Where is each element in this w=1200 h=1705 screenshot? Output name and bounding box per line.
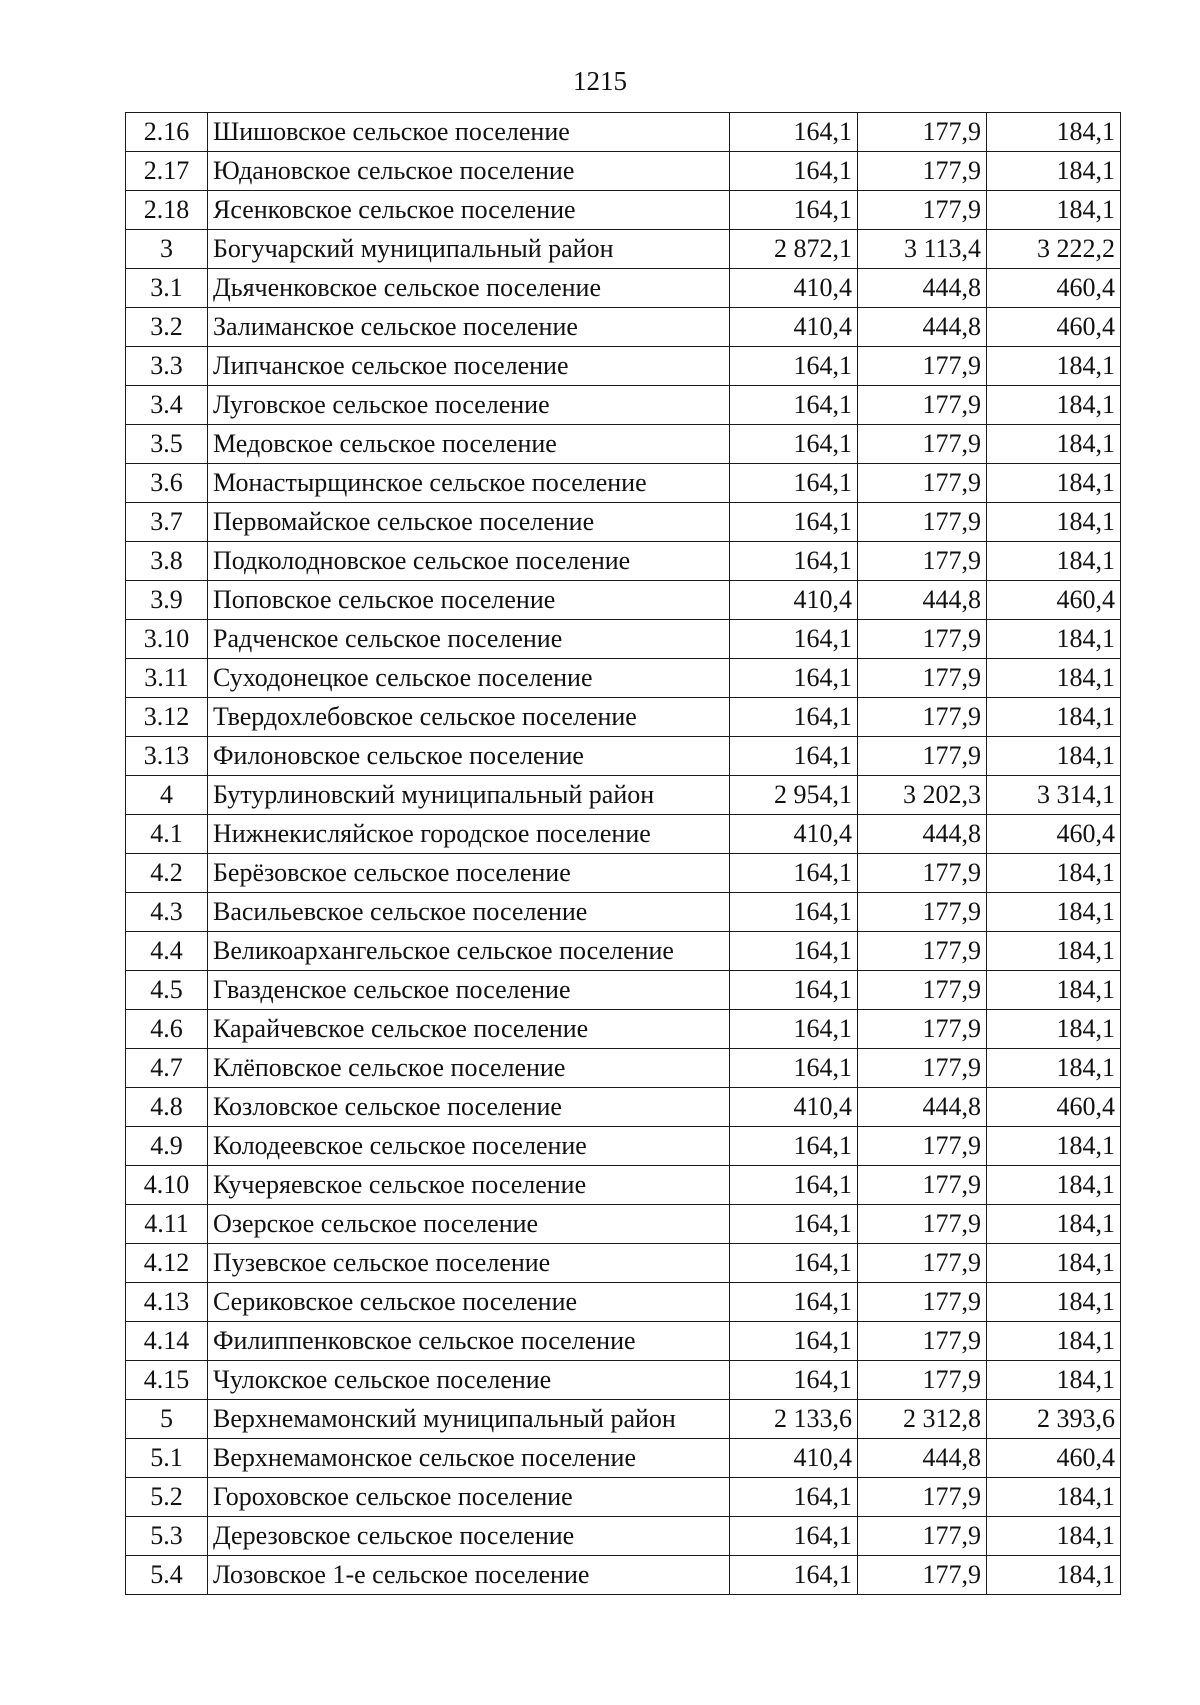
value-1-cell: 164,1 — [730, 932, 858, 971]
row-number-cell: 3.7 — [126, 503, 208, 542]
row-number-cell: 5.2 — [126, 1478, 208, 1517]
value-2-cell: 177,9 — [858, 1322, 987, 1361]
value-1-cell: 164,1 — [730, 425, 858, 464]
value-3-cell: 460,4 — [987, 1439, 1121, 1478]
value-3-cell: 184,1 — [987, 386, 1121, 425]
table-row — [126, 815, 1121, 854]
table-row — [126, 347, 1121, 386]
value-1-cell: 164,1 — [730, 1049, 858, 1088]
table-row — [126, 1127, 1121, 1166]
value-3-cell: 184,1 — [987, 542, 1121, 581]
row-number-cell: 3.1 — [126, 269, 208, 308]
value-2-cell: 177,9 — [858, 1478, 987, 1517]
table-row — [126, 425, 1121, 464]
value-1-cell: 164,1 — [730, 152, 858, 191]
municipality-name-cell: Великоархангельское сельское поселение — [208, 932, 730, 971]
value-3-cell: 184,1 — [987, 893, 1121, 932]
value-1-cell: 164,1 — [730, 1322, 858, 1361]
value-3-cell: 3 222,2 — [987, 230, 1121, 269]
value-3-cell: 184,1 — [987, 1049, 1121, 1088]
value-3-cell: 184,1 — [987, 464, 1121, 503]
value-2-cell: 177,9 — [858, 698, 987, 737]
table-row — [126, 542, 1121, 581]
value-1-cell: 164,1 — [730, 659, 858, 698]
value-3-cell: 184,1 — [987, 1205, 1121, 1244]
value-3-cell: 460,4 — [987, 1088, 1121, 1127]
value-2-cell: 177,9 — [858, 620, 987, 659]
value-3-cell: 184,1 — [987, 1166, 1121, 1205]
municipality-name-cell: Бутурлиновский муниципальный район — [208, 776, 730, 815]
value-3-cell: 184,1 — [987, 1127, 1121, 1166]
municipality-name-cell: Твердохлебовское сельское поселение — [208, 698, 730, 737]
municipality-name-cell: Карайчевское сельское поселение — [208, 1010, 730, 1049]
data-table — [125, 112, 1121, 1595]
municipality-name-cell: Лозовское 1-е сельское поселение — [208, 1556, 730, 1595]
value-1-cell: 164,1 — [730, 503, 858, 542]
row-number-cell: 4.11 — [126, 1205, 208, 1244]
table-row — [126, 659, 1121, 698]
table-row — [126, 971, 1121, 1010]
municipality-name-cell: Богучарский муниципальный район — [208, 230, 730, 269]
value-1-cell: 164,1 — [730, 464, 858, 503]
value-2-cell: 177,9 — [858, 113, 987, 152]
row-number-cell: 2.16 — [126, 113, 208, 152]
value-2-cell: 2 312,8 — [858, 1400, 987, 1439]
value-2-cell: 177,9 — [858, 1166, 987, 1205]
municipality-name-cell: Сериковское сельское поселение — [208, 1283, 730, 1322]
value-1-cell: 164,1 — [730, 1478, 858, 1517]
value-2-cell: 177,9 — [858, 737, 987, 776]
row-number-cell: 3.5 — [126, 425, 208, 464]
row-number-cell: 3.13 — [126, 737, 208, 776]
table-row — [126, 1361, 1121, 1400]
value-2-cell: 177,9 — [858, 464, 987, 503]
value-2-cell: 177,9 — [858, 542, 987, 581]
table-row — [126, 1049, 1121, 1088]
municipality-name-cell: Козловское сельское поселение — [208, 1088, 730, 1127]
value-3-cell: 3 314,1 — [987, 776, 1121, 815]
row-number-cell: 4.8 — [126, 1088, 208, 1127]
value-1-cell: 164,1 — [730, 113, 858, 152]
value-2-cell: 177,9 — [858, 503, 987, 542]
value-1-cell: 164,1 — [730, 1361, 858, 1400]
municipality-name-cell: Пузевское сельское поселение — [208, 1244, 730, 1283]
table-row — [126, 620, 1121, 659]
page-number: 1215 — [573, 66, 627, 96]
row-number-cell: 5.3 — [126, 1517, 208, 1556]
value-3-cell: 184,1 — [987, 1556, 1121, 1595]
row-number-cell: 4.7 — [126, 1049, 208, 1088]
value-1-cell: 164,1 — [730, 1556, 858, 1595]
municipality-name-cell: Чулокское сельское поселение — [208, 1361, 730, 1400]
value-1-cell: 164,1 — [730, 854, 858, 893]
value-2-cell: 177,9 — [858, 347, 987, 386]
municipality-name-cell: Гороховское сельское поселение — [208, 1478, 730, 1517]
value-1-cell: 164,1 — [730, 1127, 858, 1166]
value-2-cell: 177,9 — [858, 425, 987, 464]
table-row — [126, 386, 1121, 425]
value-2-cell: 177,9 — [858, 1127, 987, 1166]
value-3-cell: 184,1 — [987, 113, 1121, 152]
row-number-cell: 4.9 — [126, 1127, 208, 1166]
table-row — [126, 1322, 1121, 1361]
row-number-cell: 3.9 — [126, 581, 208, 620]
value-3-cell: 184,1 — [987, 620, 1121, 659]
table-body — [126, 113, 1121, 1595]
value-3-cell: 184,1 — [987, 347, 1121, 386]
table-row — [126, 1166, 1121, 1205]
value-3-cell: 184,1 — [987, 1517, 1121, 1556]
row-number-cell: 5.4 — [126, 1556, 208, 1595]
value-2-cell: 444,8 — [858, 1439, 987, 1478]
value-3-cell: 184,1 — [987, 932, 1121, 971]
table-row — [126, 737, 1121, 776]
value-1-cell: 164,1 — [730, 893, 858, 932]
municipality-name-cell: Клёповское сельское поселение — [208, 1049, 730, 1088]
table-row — [126, 230, 1121, 269]
value-2-cell: 177,9 — [858, 1517, 987, 1556]
value-2-cell: 444,8 — [858, 308, 987, 347]
table-row — [126, 1517, 1121, 1556]
row-number-cell: 3.8 — [126, 542, 208, 581]
municipality-name-cell: Ясенковское сельское поселение — [208, 191, 730, 230]
row-number-cell: 3.4 — [126, 386, 208, 425]
value-3-cell: 460,4 — [987, 815, 1121, 854]
row-number-cell: 4.13 — [126, 1283, 208, 1322]
value-1-cell: 410,4 — [730, 1088, 858, 1127]
row-number-cell: 4.3 — [126, 893, 208, 932]
row-number-cell: 3 — [126, 230, 208, 269]
municipality-name-cell: Суходонецкое сельское поселение — [208, 659, 730, 698]
table-row — [126, 464, 1121, 503]
municipality-name-cell: Верхнемамонское сельское поселение — [208, 1439, 730, 1478]
table-row — [126, 1205, 1121, 1244]
municipality-name-cell: Верхнемамонский муниципальный район — [208, 1400, 730, 1439]
table-row — [126, 1283, 1121, 1322]
municipality-name-cell: Медовское сельское поселение — [208, 425, 730, 464]
table-row — [126, 191, 1121, 230]
table-row — [126, 893, 1121, 932]
value-1-cell: 164,1 — [730, 542, 858, 581]
table-row — [126, 1088, 1121, 1127]
value-2-cell: 3 113,4 — [858, 230, 987, 269]
value-1-cell: 164,1 — [730, 1517, 858, 1556]
row-number-cell: 3.10 — [126, 620, 208, 659]
row-number-cell: 4.1 — [126, 815, 208, 854]
value-1-cell: 164,1 — [730, 1205, 858, 1244]
value-1-cell: 164,1 — [730, 737, 858, 776]
municipality-name-cell: Первомайское сельское поселение — [208, 503, 730, 542]
value-3-cell: 184,1 — [987, 152, 1121, 191]
value-1-cell: 164,1 — [730, 386, 858, 425]
value-3-cell: 184,1 — [987, 503, 1121, 542]
value-2-cell: 3 202,3 — [858, 776, 987, 815]
value-2-cell: 177,9 — [858, 386, 987, 425]
municipality-name-cell: Нижнекисляйское городское поселение — [208, 815, 730, 854]
value-3-cell: 184,1 — [987, 971, 1121, 1010]
table-row — [126, 932, 1121, 971]
value-1-cell: 164,1 — [730, 971, 858, 1010]
table-row — [126, 854, 1121, 893]
value-2-cell: 444,8 — [858, 1088, 987, 1127]
municipality-name-cell: Луговское сельское поселение — [208, 386, 730, 425]
value-1-cell: 164,1 — [730, 191, 858, 230]
value-3-cell: 184,1 — [987, 737, 1121, 776]
table-row — [126, 776, 1121, 815]
value-1-cell: 2 133,6 — [730, 1400, 858, 1439]
municipality-name-cell: Липчанское сельское поселение — [208, 347, 730, 386]
value-3-cell: 184,1 — [987, 1283, 1121, 1322]
row-number-cell: 5 — [126, 1400, 208, 1439]
value-3-cell: 460,4 — [987, 581, 1121, 620]
table-row — [126, 113, 1121, 152]
value-1-cell: 2 954,1 — [730, 776, 858, 815]
municipality-name-cell: Озерское сельское поселение — [208, 1205, 730, 1244]
value-3-cell: 2 393,6 — [987, 1400, 1121, 1439]
value-3-cell: 184,1 — [987, 659, 1121, 698]
municipality-name-cell: Филиппенковское сельское поселение — [208, 1322, 730, 1361]
value-3-cell: 184,1 — [987, 1244, 1121, 1283]
table-row — [126, 1244, 1121, 1283]
municipality-name-cell: Поповское сельское поселение — [208, 581, 730, 620]
row-number-cell: 4.4 — [126, 932, 208, 971]
row-number-cell: 4.6 — [126, 1010, 208, 1049]
row-number-cell: 4 — [126, 776, 208, 815]
value-1-cell: 410,4 — [730, 815, 858, 854]
municipality-name-cell: Колодеевское сельское поселение — [208, 1127, 730, 1166]
table-row — [126, 1439, 1121, 1478]
municipality-name-cell: Радченское сельское поселение — [208, 620, 730, 659]
value-2-cell: 177,9 — [858, 1556, 987, 1595]
table-row — [126, 308, 1121, 347]
value-1-cell: 410,4 — [730, 308, 858, 347]
municipality-name-cell: Монастырщинское сельское поселение — [208, 464, 730, 503]
value-1-cell: 164,1 — [730, 1244, 858, 1283]
value-3-cell: 184,1 — [987, 854, 1121, 893]
table-row — [126, 1010, 1121, 1049]
value-1-cell: 2 872,1 — [730, 230, 858, 269]
value-3-cell: 184,1 — [987, 425, 1121, 464]
row-number-cell: 3.11 — [126, 659, 208, 698]
row-number-cell: 3.3 — [126, 347, 208, 386]
value-1-cell: 410,4 — [730, 269, 858, 308]
row-number-cell: 5.1 — [126, 1439, 208, 1478]
row-number-cell: 2.17 — [126, 152, 208, 191]
value-3-cell: 184,1 — [987, 1478, 1121, 1517]
value-2-cell: 177,9 — [858, 1205, 987, 1244]
value-2-cell: 177,9 — [858, 1244, 987, 1283]
row-number-cell: 4.5 — [126, 971, 208, 1010]
value-1-cell: 164,1 — [730, 620, 858, 659]
value-2-cell: 177,9 — [858, 152, 987, 191]
municipality-name-cell: Берёзовское сельское поселение — [208, 854, 730, 893]
municipality-name-cell: Юдановское сельское поселение — [208, 152, 730, 191]
row-number-cell: 4.15 — [126, 1361, 208, 1400]
row-number-cell: 3.12 — [126, 698, 208, 737]
value-2-cell: 177,9 — [858, 659, 987, 698]
value-3-cell: 184,1 — [987, 1322, 1121, 1361]
municipality-name-cell: Подколодновское сельское поселение — [208, 542, 730, 581]
municipality-name-cell: Залиманское сельское поселение — [208, 308, 730, 347]
table-row — [126, 1400, 1121, 1439]
municipality-name-cell: Филоновское сельское поселение — [208, 737, 730, 776]
value-2-cell: 444,8 — [858, 581, 987, 620]
value-3-cell: 460,4 — [987, 269, 1121, 308]
value-3-cell: 460,4 — [987, 308, 1121, 347]
value-2-cell: 177,9 — [858, 932, 987, 971]
table-row — [126, 503, 1121, 542]
value-1-cell: 410,4 — [730, 581, 858, 620]
row-number-cell: 4.2 — [126, 854, 208, 893]
table-row — [126, 1556, 1121, 1595]
row-number-cell: 3.2 — [126, 308, 208, 347]
municipality-name-cell: Шишовское сельское поселение — [208, 113, 730, 152]
value-1-cell: 164,1 — [730, 347, 858, 386]
value-2-cell: 444,8 — [858, 269, 987, 308]
municipality-name-cell: Кучеряевское сельское поселение — [208, 1166, 730, 1205]
value-1-cell: 164,1 — [730, 1283, 858, 1322]
row-number-cell: 2.18 — [126, 191, 208, 230]
row-number-cell: 4.12 — [126, 1244, 208, 1283]
value-1-cell: 164,1 — [730, 1010, 858, 1049]
value-3-cell: 184,1 — [987, 1361, 1121, 1400]
value-2-cell: 177,9 — [858, 1283, 987, 1322]
table-row — [126, 698, 1121, 737]
row-number-cell: 3.6 — [126, 464, 208, 503]
value-3-cell: 184,1 — [987, 1010, 1121, 1049]
value-1-cell: 164,1 — [730, 698, 858, 737]
value-2-cell: 177,9 — [858, 191, 987, 230]
row-number-cell: 4.10 — [126, 1166, 208, 1205]
municipality-name-cell: Дьяченковское сельское поселение — [208, 269, 730, 308]
value-2-cell: 177,9 — [858, 854, 987, 893]
value-2-cell: 177,9 — [858, 1010, 987, 1049]
value-3-cell: 184,1 — [987, 191, 1121, 230]
table-row — [126, 1478, 1121, 1517]
table-row — [126, 269, 1121, 308]
row-number-cell: 4.14 — [126, 1322, 208, 1361]
value-1-cell: 410,4 — [730, 1439, 858, 1478]
municipality-name-cell: Васильевское сельское поселение — [208, 893, 730, 932]
municipality-name-cell: Гвазденское сельское поселение — [208, 971, 730, 1010]
value-1-cell: 164,1 — [730, 1166, 858, 1205]
municipality-name-cell: Дерезовское сельское поселение — [208, 1517, 730, 1556]
value-2-cell: 177,9 — [858, 1049, 987, 1088]
value-2-cell: 177,9 — [858, 971, 987, 1010]
value-3-cell: 184,1 — [987, 698, 1121, 737]
table-row — [126, 152, 1121, 191]
value-2-cell: 177,9 — [858, 1361, 987, 1400]
value-2-cell: 177,9 — [858, 893, 987, 932]
value-2-cell: 444,8 — [858, 815, 987, 854]
table-row — [126, 581, 1121, 620]
